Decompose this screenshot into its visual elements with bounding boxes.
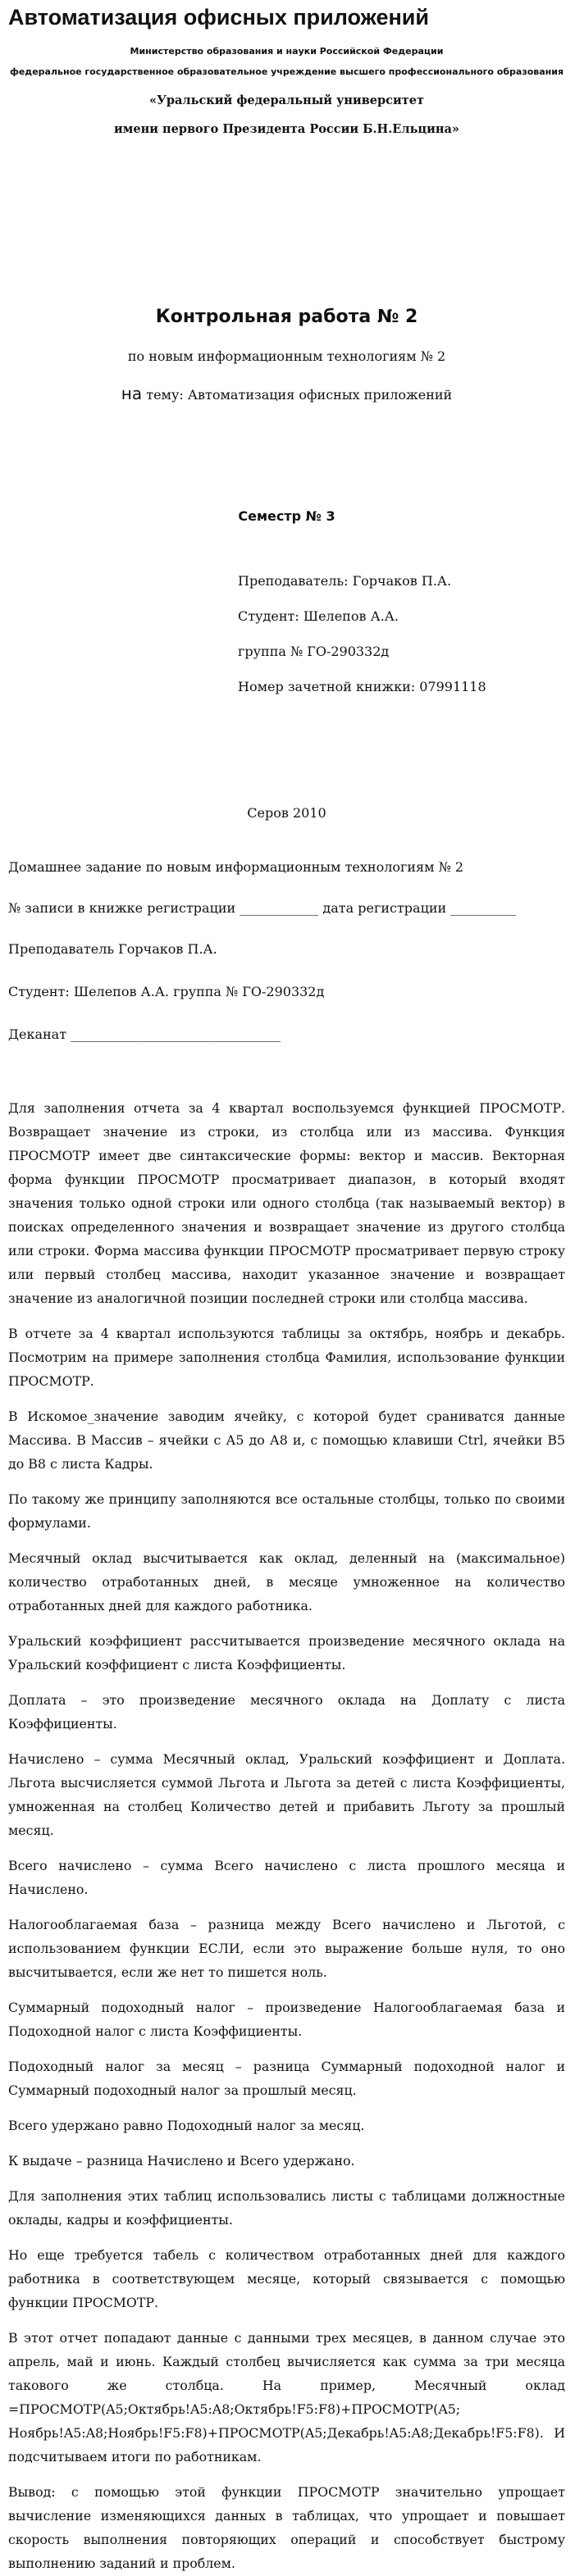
ministry-line: Министерство образования и науки Российской Федерации bbox=[130, 46, 444, 57]
paragraph: К выдаче – разница Начислено и Всего удержано. bbox=[8, 2153, 355, 2169]
group-line: группа № ГО-290332д bbox=[238, 644, 390, 659]
document-title: Автоматизация офисных приложений bbox=[8, 5, 429, 30]
teacher-line: Преподаватель: Горчаков П.А. bbox=[238, 573, 452, 589]
paragraph: Налогооблагаемая база – разница между Всего начислено и Льготой, с использованием функции ЕСЛИ, если это выражение больше нуля, то оно высчитывается, если же нет то пишется ноль. bbox=[8, 1917, 565, 1980]
student-line: Студент: Шелепов А.А. bbox=[238, 608, 399, 624]
paragraph: Суммарный подоходный налог – произведение Налогооблагаемая база и Подоходной налог с листа Коэффициенты. bbox=[8, 2000, 565, 2039]
work-title: Контрольная работа № 2 bbox=[155, 307, 418, 327]
theme-prefix: на bbox=[121, 384, 143, 403]
paragraph: Но еще требуется табель с количеством отработанных дней для каждого работника в соответствующем месяце, который связывается с помощью функции ПРОСМОТР. bbox=[8, 2247, 565, 2310]
paragraph: Всего начислено – сумма Всего начислено с листа прошлого месяца и Начислено. bbox=[8, 1858, 565, 1897]
registration-line: № записи в книжке регистрации ____________ дата регистрации __________ bbox=[8, 900, 517, 916]
dean-line: Деканат ________________________________ bbox=[8, 1026, 281, 1042]
homework-title: Домашнее задание по новым информационным технологиям № 2 bbox=[8, 859, 464, 875]
city-year: Серов 2010 bbox=[247, 805, 326, 821]
paragraph: В отчете за 4 квартал используются таблицы за октябрь, ноябрь и декабрь. Посмотрим на примере заполнения столбца Фамилия, использование функции ПРОСМОТР. bbox=[8, 1326, 565, 1389]
paragraph: В этот отчет попадают данные с данными трех месяцев, в данном случае это апрель, май и июнь. Каждый столбец вычисляется как сумма за три месяца такового же столбца. На пример, Месячный оклад =ПРОСМОТР(A5;Октябрь!A5:A8;Октябрь!F5:F8)+ПРОСМОТР(A5; Ноябрь!A5:A8;Ноябрь!F5:F8)+ПРОСМОТР(A5;Декабрь!A5:A8;Декабрь!F5:F8). И подсчитываем итоги по работникам. bbox=[8, 2330, 565, 2464]
body-text bbox=[8, 1096, 565, 2575]
paragraph: Доплата – это произведение месячного оклада на Доплату с листа Коэффициенты. bbox=[8, 1692, 565, 1732]
university-name-line1: «Уральский федеральный университет bbox=[149, 93, 424, 107]
homework-teacher: Преподаватель Горчаков П.А. bbox=[8, 941, 217, 957]
homework-block bbox=[8, 853, 565, 1049]
institution-line: федеральное государственное образовательное учреждение высшего профессионального образования bbox=[9, 66, 564, 77]
paragraph: Всего удержано равно Подоходный налог за месяц. bbox=[8, 2118, 365, 2133]
semester-label: Семестр № 3 bbox=[238, 508, 335, 524]
paragraph: По такому же принципу заполняются все остальные столбцы, только по своими формулами. bbox=[8, 1491, 565, 1531]
homework-student: Студент: Шелепов А.А. группа № ГО-290332д bbox=[8, 984, 325, 999]
paragraph: Подоходный налог за месяц – разница Суммарный подоходной налог и Суммарный подоходный налог за прошлый месяц. bbox=[8, 2059, 565, 2098]
paragraph: Уральский коэффициент рассчитывается произведение месячного оклада на Уральский коэффициент с листа Коэффициенты. bbox=[8, 1633, 565, 1673]
theme-text: тему: Автоматизация офисных приложений bbox=[142, 387, 453, 403]
paragraph: Начислено – сумма Месячный оклад, Уральский коэффициент и Доплата. Льгота высчисляется суммой Льгота и Льгота за детей с листа Коэффициенты, умноженная на столбец Количество детей и прибавить Льготу за прошлый месяц. bbox=[8, 1751, 565, 1838]
paragraph: Для заполнения отчета за 4 квартал воспользуемся функцией ПРОСМОТР. Возвращает значение из строки, из столбца или из массива. Функция ПРОСМОТР имеет две синтаксические формы: вектор и массив. Векторная форма функции ПРОСМОТР просматривает диапазон, в который входят значения только одной строки или одного столбца (так называемый вектор) в поисках определенного значения и возвращает значение из другого столбца или строки. Форма массива функции ПРОСМОТР просматривает первую строку или первый столбец массива, находит указанное значение и возвращает значение из аналогичной позиции последней строки или столбца массива. bbox=[8, 1100, 565, 1306]
paragraph: Вывод: с помощью этой функции ПРОСМОТР значительно упрощает вычисление изменяющихся данных в таблицах, что упрощает и повышает скорость выполнения повторяющих операций и способствует быстрому выполнению заданий и проблем. bbox=[8, 2484, 565, 2571]
paragraph: В Искомое_значение заводим ячейку, с которой будет сраниватся данные Массива. В Массив – ячейки с А5 до А8 и, с помощью клавиши Ctrl, ячейки В5 до В8 с листа Кадры. bbox=[8, 1409, 565, 1472]
work-subject: по новым информационным технологиям № 2 bbox=[127, 348, 446, 364]
university-name-line2: имени первого Президента России Б.Н.Ельцина» bbox=[114, 122, 459, 136]
work-theme bbox=[8, 384, 565, 403]
record-book-line: Номер зачетной книжки: 07991118 bbox=[238, 679, 486, 694]
paragraph: Для заполнения этих таблиц использовались листы с таблицами должностные оклады, кадры и коэффициенты. bbox=[8, 2188, 565, 2228]
author-info bbox=[238, 573, 565, 694]
paragraph: Месячный оклад высчитывается как оклад, деленный на (максимальное) количество отработанных дней, в месяце умноженное на количество отработанных дней для каждого работника. bbox=[8, 1550, 565, 1613]
